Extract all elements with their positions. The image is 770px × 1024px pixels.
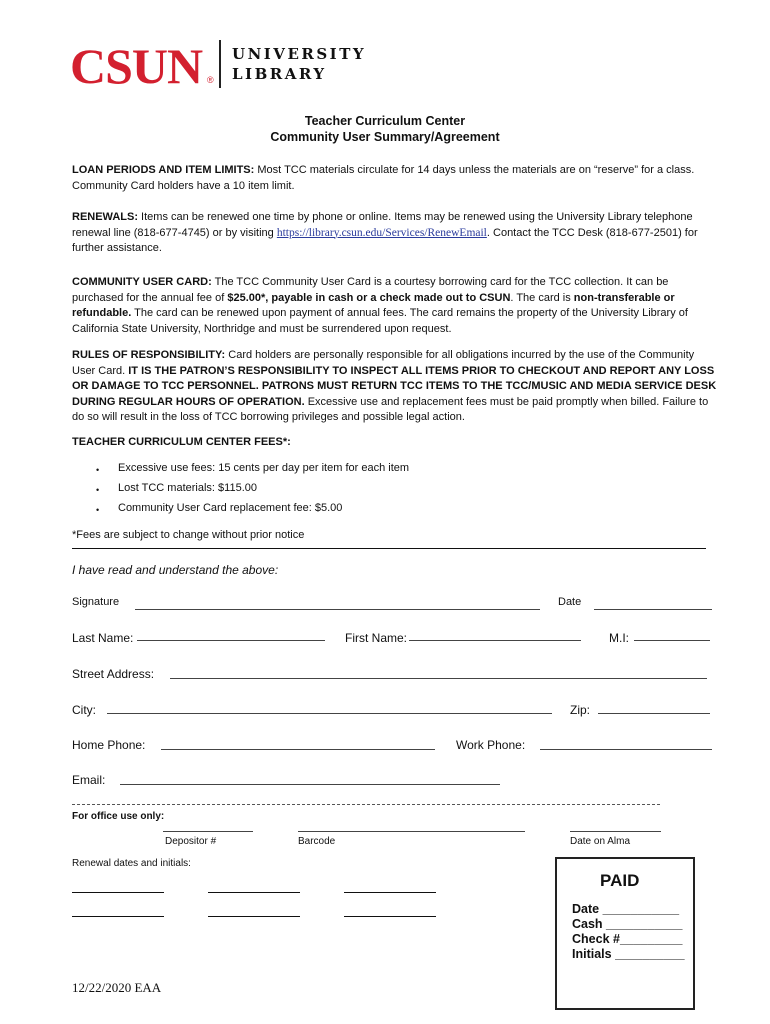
library-wordmark-line1: UNIVERSITY — [232, 45, 367, 63]
bullet-icon: • — [96, 465, 100, 475]
loan-section — [72, 163, 718, 194]
signature-label: Signature — [72, 596, 120, 608]
paid-initials: Initials __________ — [572, 947, 685, 961]
rules-caps: IT IS THE PATRON’S RESPONSIBILITY TO INSPECT ALL ITEMS PRIOR TO CHECKOUT AND REPORT ANY LOSS OR DAMAGE TO TCC PERSONNEL. PATRONS MUST RETURN TCC ITEMS TO THE TCC/MUSIC AND MEDIA SERVICE DESK DURING REGULAR HOURS OF OPERATION. — [72, 364, 717, 408]
first-name-label: First Name: — [345, 631, 408, 645]
zip-field[interactable] — [598, 713, 710, 714]
fees-note: *Fees are subject to change without prior notice — [72, 529, 305, 541]
renewals-text-2: . Contact the TCC Desk (818-677-2501) for further assistance. — [72, 226, 698, 254]
section-divider — [72, 548, 706, 549]
renewal-field[interactable] — [208, 892, 300, 893]
last-name-label: Last Name: — [72, 631, 134, 645]
rules-heading: RULES OF RESPONSIBILITY: — [72, 349, 226, 361]
work-phone-label: Work Phone: — [456, 738, 526, 752]
depositor-label: Depositor # — [165, 836, 217, 847]
office-divider — [72, 804, 660, 805]
page-subtitle: Community User Summary/Agreement — [270, 130, 500, 144]
card-text-2: . The card is — [510, 291, 574, 304]
card-heading: COMMUNITY USER CARD: — [72, 276, 212, 288]
rules-section — [72, 348, 718, 426]
renewals-section — [72, 210, 718, 257]
csun-logo: CSUN — [70, 38, 203, 94]
renewal-field[interactable] — [72, 916, 164, 917]
fee-item: Excessive use fees: 15 cents per day per item for each item — [118, 462, 410, 474]
date-alma-label: Date on Alma — [570, 836, 631, 847]
acknowledgement: I have read and understand the above: — [72, 563, 279, 577]
renewal-field[interactable] — [208, 916, 300, 917]
home-phone-field[interactable] — [161, 749, 435, 750]
depositor-field[interactable] — [163, 831, 253, 832]
paid-check: Check #_________ — [572, 932, 683, 946]
barcode-label: Barcode — [298, 836, 336, 847]
last-name-field[interactable] — [137, 640, 325, 641]
registered-mark: ® — [207, 75, 214, 85]
paid-title: PAID — [600, 871, 640, 890]
rules-text-2: Excessive use and replacement fees must be paid promptly when billed. Failure to do so will result in the loss of TCC borrowing privileges and possible legal action. — [72, 395, 709, 423]
card-text-1: The TCC Community User Card is a courtesy borrowing card for the TCC collection. It can be purchased for the annual fee of — [72, 276, 669, 304]
bullet-icon: • — [96, 505, 100, 515]
city-label: City: — [72, 703, 96, 717]
first-name-field[interactable] — [409, 640, 581, 641]
email-field[interactable] — [120, 784, 500, 785]
date-alma-field[interactable] — [570, 831, 661, 832]
card-fee: $25.00*, payable in cash or a check made out to CSUN — [227, 291, 511, 304]
loan-text: Most TCC materials circulate for 14 days unless the materials are on “reserve” for a class. Community Card holders have a 10 item limit. — [72, 164, 695, 192]
renew-email-link[interactable]: https://library.csun.edu/Services/RenewEmail — [276, 226, 487, 239]
fee-item: Lost TCC materials: $115.00 — [118, 482, 257, 494]
date-field[interactable] — [594, 609, 712, 610]
renewal-field[interactable] — [344, 916, 436, 917]
page-title: Teacher Curriculum Center — [304, 114, 466, 128]
library-wordmark — [232, 44, 366, 84]
fees-heading: TEACHER CURRICULUM CENTER FEES*: — [72, 436, 291, 448]
street-address-label: Street Address: — [72, 667, 155, 681]
date-label: Date — [558, 596, 582, 608]
loan-heading: LOAN PERIODS AND ITEM LIMITS: — [72, 164, 255, 176]
signature-field[interactable] — [135, 609, 540, 610]
card-section — [72, 275, 718, 337]
renewal-label: Renewal dates and initials: — [72, 858, 191, 869]
mi-field[interactable] — [634, 640, 710, 641]
library-wordmark-line2: LIBRARY — [232, 65, 327, 83]
card-nontransferable: non-transferable or refundable. — [72, 291, 675, 319]
rules-text-1: Card holders are personally responsible for all obligations incurred by the use of the Community User Card. — [72, 349, 695, 377]
renewal-field[interactable] — [72, 892, 164, 893]
fee-item: Community User Card replacement fee: $5.00 — [118, 502, 343, 514]
footer-date: 12/22/2020 EAA — [72, 980, 162, 995]
paid-date: Date ___________ — [572, 902, 680, 916]
home-phone-label: Home Phone: — [72, 738, 146, 752]
zip-label: Zip: — [570, 703, 591, 717]
barcode-field[interactable] — [298, 831, 525, 832]
paid-cash: Cash ___________ — [572, 917, 683, 931]
work-phone-field[interactable] — [540, 749, 712, 750]
city-field[interactable] — [107, 713, 552, 714]
email-label: Email: — [72, 773, 106, 787]
logo-divider — [219, 40, 221, 88]
renewals-text-1: Items can be renewed one time by phone or online. Items may be renewed using the University Library telephone renewal line (818-677-4745) or by visiting — [72, 211, 693, 239]
office-heading: For office use only: — [72, 811, 165, 822]
renewal-field[interactable] — [344, 892, 436, 893]
renewals-heading: RENEWALS: — [72, 211, 138, 223]
card-text-3: The card can be renewed upon payment of annual fees. The card remains the property of the University Library of California State University, Northridge and must be surrendered upon request. — [72, 307, 688, 335]
street-address-field[interactable] — [170, 678, 707, 679]
mi-label: M.I: — [609, 631, 629, 645]
bullet-icon: • — [96, 485, 100, 495]
